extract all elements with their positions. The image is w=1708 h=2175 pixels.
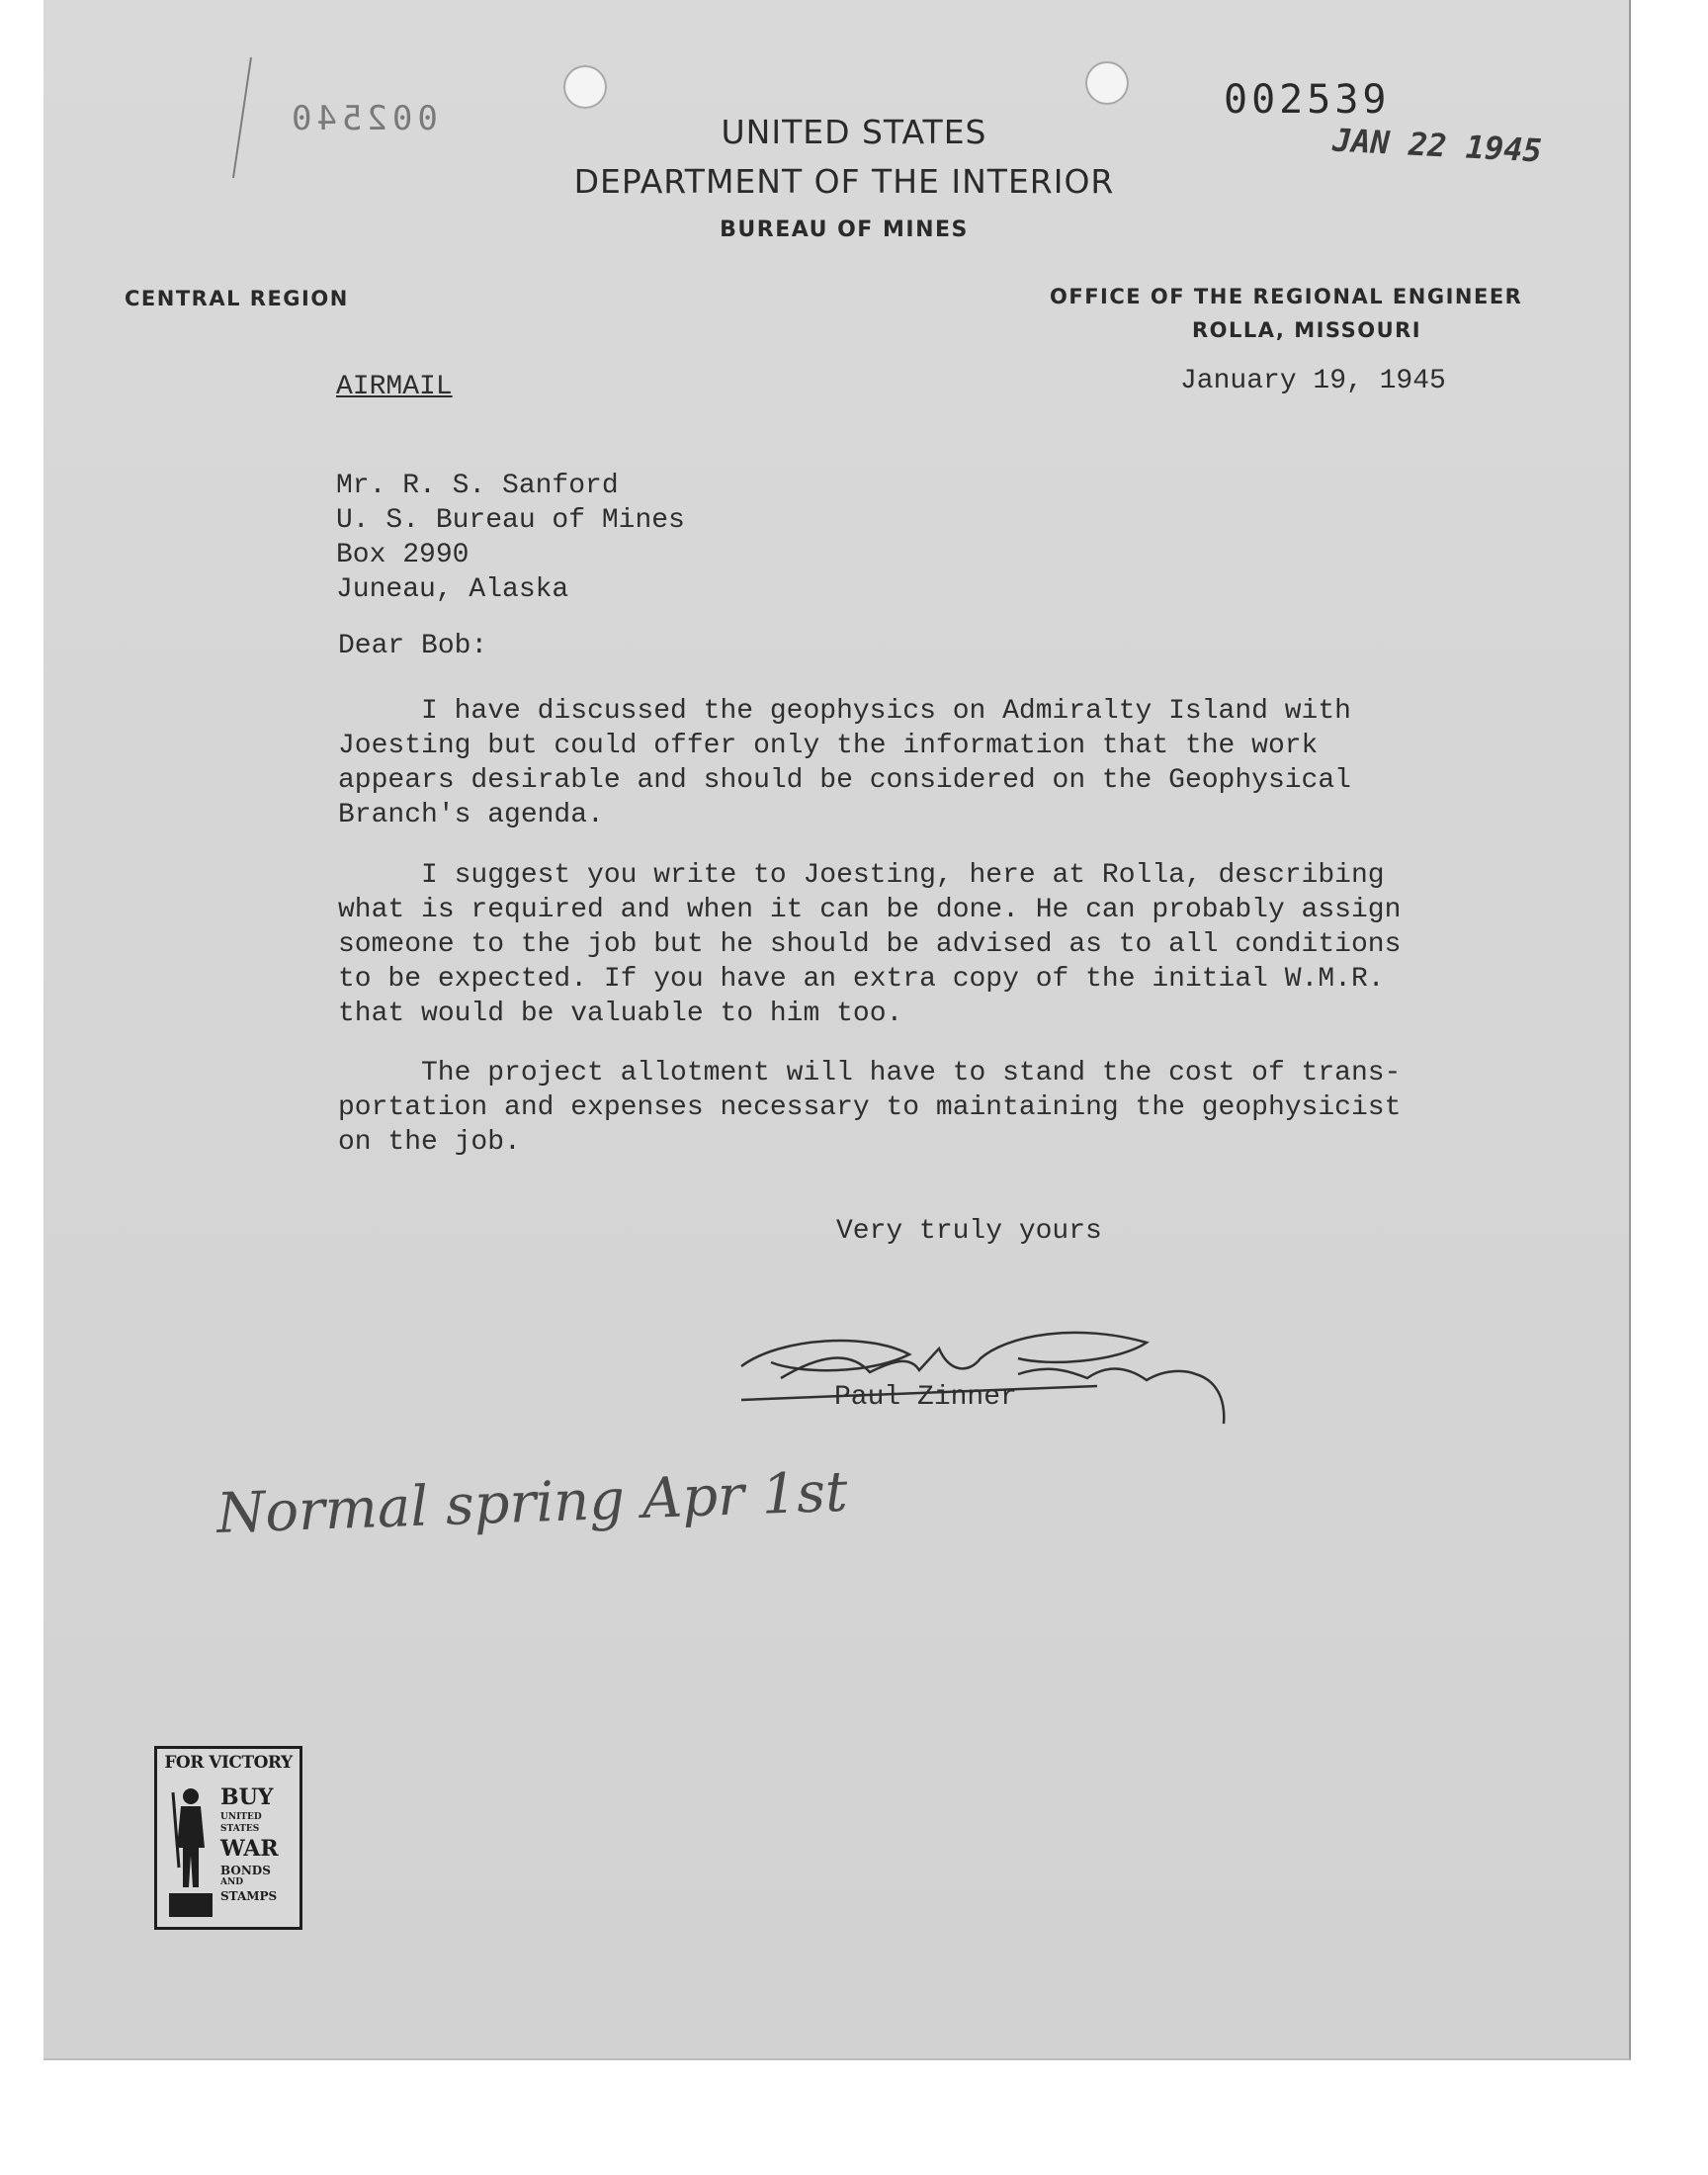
body-line: that would be valuable to him too. [338, 999, 903, 1029]
body-line: to be expected. If you have an extra copy of the initial W.M.R. [338, 964, 1385, 995]
body-line: portation and expenses necessary to maintaining the geophysicist [338, 1092, 1402, 1123]
letterhead-line1: UNITED STATES [721, 113, 987, 151]
body-line: appears desirable and should be considered on the Geophysical [338, 765, 1351, 796]
handwritten-signature [722, 1315, 1236, 1434]
letterhead-line3: BUREAU OF MINES [720, 218, 969, 242]
stamp-number: 002539 [1224, 77, 1391, 123]
address-line: Box 2990 [336, 540, 470, 570]
punch-hole [1085, 61, 1129, 105]
poster-war: WAR [220, 1836, 279, 1862]
body-line: on the job. [338, 1127, 521, 1158]
handwritten-note [158, 1453, 1008, 1592]
body-line: I have discussed the geophysics on Admiralty Island with [421, 696, 1351, 727]
salutation: Dear Bob: [338, 631, 488, 661]
closing: Very truly yours [836, 1216, 1102, 1247]
region: CENTRAL REGION [125, 287, 349, 310]
poster-states: STATES [220, 1824, 260, 1834]
body-line: Joesting but could offer only the information that the work [338, 731, 1319, 761]
body-paragraph-3 [338, 1056, 1401, 1160]
recipient-address [336, 469, 685, 607]
poster-bonds: BONDS [220, 1864, 271, 1877]
body-line: someone to the job but he should be advised as to all conditions [338, 929, 1402, 960]
signer-name: Paul Zinner [834, 1382, 1017, 1413]
poster-united: UNITED [220, 1812, 262, 1822]
office-location: ROLLA, MISSOURI [1192, 318, 1422, 342]
received-date-stamp: JAN 22 1945 [1331, 121, 1543, 170]
body-line: I suggest you write to Joesting, here at Rolla, describing [421, 860, 1385, 891]
address-line: Mr. R. S. Sanford [336, 471, 619, 501]
address-line: U. S. Bureau of Mines [336, 505, 685, 536]
war-bonds-stamp [154, 1746, 302, 1930]
body-paragraph-2 [338, 858, 1401, 1031]
body-line: Branch's agenda. [338, 800, 604, 830]
body-line: The project allotment will have to stand the cost of trans- [421, 1058, 1402, 1088]
poster-and: AND [220, 1877, 244, 1887]
body-paragraph-1 [338, 694, 1351, 832]
mirrored-stamp-number: 002540 [287, 99, 438, 138]
letterhead-line2: DEPARTMENT OF THE INTERIOR [573, 162, 1115, 201]
delivery-method: AIRMAIL [336, 372, 453, 402]
office-title: OFFICE OF THE REGIONAL ENGINEER [1050, 285, 1523, 308]
poster-title: FOR VICTORY [164, 1753, 293, 1773]
letter-date: January 19, 1945 [1180, 366, 1446, 396]
punch-hole [563, 65, 607, 109]
address-line: Juneau, Alaska [336, 574, 569, 605]
handwritten-note-text: Normal spring Apr 1st [215, 1459, 849, 1546]
minuteman-figure-icon [163, 1779, 218, 1923]
poster-stamps: STAMPS [220, 1889, 278, 1903]
body-line: what is required and when it can be done. He can probably assign [338, 895, 1402, 925]
poster-buy: BUY [220, 1784, 274, 1810]
